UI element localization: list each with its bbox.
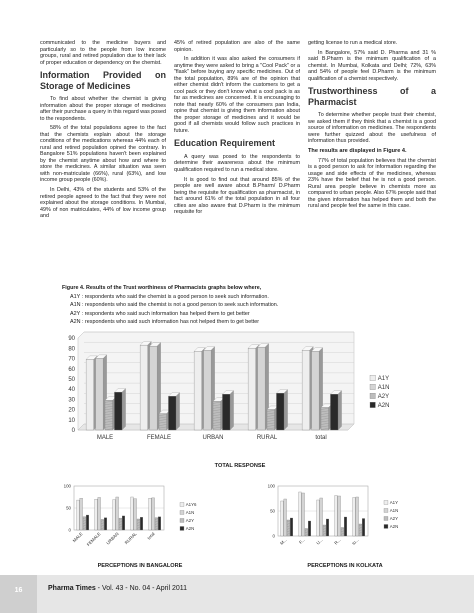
bar (114, 392, 122, 430)
legend-swatch (384, 524, 388, 528)
bar-side (176, 393, 180, 430)
bar-side (338, 391, 342, 430)
paragraph: To find about whether the chemist is giving information about the proper storage of medicines after their purchase a query in this regard was posed to the respondents. (40, 96, 166, 122)
bar (158, 517, 161, 530)
x-tick-label: total (146, 531, 156, 541)
legend-label: A2Y (389, 516, 399, 521)
legend-label: A2Y (185, 518, 195, 523)
bar (302, 493, 305, 536)
bar (284, 499, 287, 536)
legend-label: A1Y (389, 500, 399, 505)
bar (168, 396, 176, 430)
bar (149, 498, 152, 530)
x-tick-label: R... (333, 537, 342, 546)
column-1 (40, 40, 166, 223)
bar (302, 350, 310, 430)
legend-swatch (370, 384, 375, 389)
page-number: 16 (0, 575, 37, 613)
kolkata-chart-svg (262, 480, 417, 558)
bar (98, 497, 101, 530)
legend-label: A2N (185, 526, 195, 531)
legend-swatch (180, 526, 184, 530)
figure-legend-line: A1Y : respondents who said the chemist is a good person to seek such information. (70, 293, 269, 300)
bar (194, 351, 202, 430)
paragraph: 77% of total population believes that the chemist is a good person to ask for information regarding the usage and side effects of the medicines, whereas 23% have the belief that he is not a good person. Rural area people believe in chemists more as compared to urban people. Also 67% people said that the given information has helped them and both the rural and people feel the same in this case. (308, 157, 436, 210)
y-tick-label: 50 (66, 505, 71, 511)
bangalore-caption: PERCEPTIONS IN BANGALORE (97, 563, 183, 569)
x-tick-label: FEMALE (85, 531, 102, 548)
x-tick-label: U... (315, 537, 324, 546)
legend-label: A1N (185, 510, 195, 515)
bar (308, 521, 311, 536)
bar (335, 496, 338, 537)
kolkata-chart (262, 480, 417, 558)
bar (80, 498, 83, 530)
bar (122, 516, 125, 530)
bar (222, 394, 230, 430)
y-tick-label: 0 (71, 428, 75, 435)
column-3 (308, 40, 436, 213)
bar (116, 497, 119, 530)
y-tick-label: 50 (270, 508, 275, 514)
bar (317, 500, 320, 536)
legend-swatch (180, 518, 184, 522)
y-tick-label: 80 (68, 346, 75, 353)
y-tick-label: 100 (267, 483, 275, 489)
x-tick-label: URBAN (202, 435, 224, 441)
bar (320, 498, 323, 536)
y-tick-label: 50 (68, 376, 75, 383)
x-tick-label: to... (350, 537, 360, 546)
bar (338, 496, 341, 536)
figure-legend-line: A1N : respondents who said the chemist is not a good person to seek such information. (70, 302, 279, 309)
y-tick-label: 0 (272, 533, 275, 539)
y-tick-label: 90 (68, 336, 75, 343)
bar (152, 498, 155, 530)
legend-label: A2Y (377, 394, 390, 400)
bar (95, 499, 98, 530)
paragraph: In addition it was also asked the consumers if anytime they were asked to bring a "Cool Pack" or a "flask" before buying any specific medicines. Out of the total population, 89% are of the opinion that either chemist didn't inform the customers to get a cool pack or they don't know what a cool pack is as far as medicines are concerned. It is encouraging to note that nearly 60% of the consumers pan India, opine that chemist is giving them information about the proper storage of medicines and it would be good if all chemists would follow such practices in future. (174, 56, 300, 134)
paragraph: In Bangalore, 57% said D. Pharma and 31 % said B.Pharm is the minimum qualification of a chemist. In Mumbai, Kolkata and Delhi; 72%, 63% and 54% of people feel D.Pharm is the minimum qualification of a chemist respectively. (308, 49, 436, 82)
bar (86, 515, 89, 530)
kolkata-caption: PERCEPTIONS IN KOLKATA (307, 563, 383, 569)
y-tick-label: 70 (68, 356, 75, 363)
total-response-chart (60, 330, 410, 450)
bar (258, 347, 266, 430)
figure-legend-line: A2N : respondents who said such information has not helped them to get better (70, 319, 260, 326)
x-tick-label: RURAL (123, 531, 138, 546)
bar (140, 517, 143, 530)
bar (104, 518, 107, 530)
bar (276, 393, 284, 430)
bar (204, 350, 212, 430)
figure-title: Figure 4. Results of the Trust worthiness of Pharmacists graphs below where, (62, 285, 262, 291)
journal-info (48, 585, 187, 592)
bar (356, 497, 359, 536)
section-heading-education: Education Requirement (174, 138, 276, 149)
x-tick-label: MALE (71, 531, 84, 544)
bar (281, 501, 284, 536)
x-tick-label: RURAL (256, 435, 278, 441)
bar (344, 517, 347, 536)
total-response-chart-svg (60, 330, 410, 450)
section-heading-storage: Information Provided on Storage of Medicines (40, 70, 166, 91)
x-tick-label: FEMALE (146, 435, 172, 441)
bar (326, 519, 329, 536)
paragraph: communicated to the medicine buyers and particularly so to the people from low income groups, rural and retired population due to their lack of proper education or dependency on the chemist. (40, 40, 166, 66)
bar (267, 410, 275, 430)
section-heading-trust: Trustworthiness of a Pharmacist (308, 86, 436, 107)
legend-swatch (370, 375, 375, 380)
bar-side (284, 390, 288, 430)
bangalore-chart (58, 480, 218, 558)
journal-issue: - Vol. 43 - No. 04 - April 2011 (95, 585, 188, 592)
bar (131, 497, 134, 530)
bar (86, 359, 94, 430)
legend-swatch (180, 502, 184, 506)
legend-swatch (384, 500, 388, 504)
paragraph: To determine whether people trust their chemist, we asked them if they think that a chemist is a good source of information on medicines. The respondents were further quizzed about the usefulness of information thus provided. (308, 112, 436, 145)
bar-side (230, 391, 234, 430)
journal-name: Pharma Times (48, 585, 96, 592)
y-tick-label: 0 (68, 527, 71, 533)
figure-caption (62, 284, 442, 327)
page-footer (0, 575, 474, 613)
legend-swatch (384, 516, 388, 520)
bar (96, 358, 104, 430)
bar (353, 498, 356, 537)
y-tick-label: 60 (68, 366, 75, 373)
paragraph: 45% of retired population are also of the same opinion. (174, 40, 300, 53)
bar (248, 348, 256, 430)
column-2 (174, 40, 300, 219)
paragraph: 58% of the total populations agree to the fact that the chemists explain about the storage conditions of the medications whereas 44% each of rural and retired population opined the contrary. In Bangalore 51% populations haven't been explained by the chemist anytime about how and where to store the medicines. A similar situation was seen with non-matriculate (66%), rural (63%), and low income group people (60%). (40, 125, 166, 184)
bar (330, 394, 338, 430)
legend-label: A1N (377, 385, 390, 391)
bar (77, 500, 80, 530)
legend-swatch (370, 402, 375, 407)
y-tick-label: 30 (68, 397, 75, 404)
results-subheading: The results are displayed in Figure 4. (308, 148, 407, 155)
y-tick-label: 40 (68, 387, 75, 394)
bar (312, 351, 320, 430)
bar (113, 500, 116, 530)
bar (362, 519, 365, 537)
legend-label: A1N (389, 508, 399, 513)
legend-label: A1Y (377, 376, 390, 382)
bar-side (122, 389, 126, 430)
legend-label: A1Y6 (185, 502, 197, 507)
legend-label: A2N (377, 403, 390, 409)
bar (134, 499, 137, 530)
bar (150, 346, 158, 430)
bar (290, 518, 293, 536)
total-response-caption: TOTAL RESPONSE (214, 463, 266, 469)
x-tick-label: F... (298, 537, 306, 545)
legend-label: A2N (389, 524, 399, 529)
x-tick-label: URBAN (105, 531, 120, 546)
paragraph: A query was posed to the respondents to determine their awareness about the minimum qualification required to run a medical store. (174, 153, 300, 173)
legend-swatch (180, 510, 184, 514)
x-tick-label: MALE (96, 435, 114, 441)
figure-legend-line: A2Y : respondents who said such information has helped them to get better (70, 310, 250, 317)
legend-swatch (370, 393, 375, 398)
bar (299, 492, 302, 536)
legend-swatch (384, 508, 388, 512)
paragraph: It is good to find out that around 85% of the people are well aware about B.Pharm/ D.Pharm being the requisite for qualification as pharmacist, in fact around 61% of the total population in all four cities are also aware that D.Pharm is the minimum requisite for (174, 176, 300, 216)
paragraph: getting license to run a medical store. (308, 40, 398, 46)
bangalore-chart-svg (58, 480, 218, 558)
paragraph: In Delhi, 43% of the students and 53% of the retired people agreed to the fact that they were not explained about the storage conditions. In Mumbai, 49% of non matriculates, 44% of low income group and (40, 187, 166, 220)
y-tick-label: 10 (68, 417, 75, 424)
x-tick-label: M... (278, 537, 288, 546)
bar (140, 345, 148, 430)
y-tick-label: 20 (68, 407, 75, 414)
x-tick-label: total (315, 435, 327, 441)
y-tick-label: 100 (63, 483, 71, 489)
